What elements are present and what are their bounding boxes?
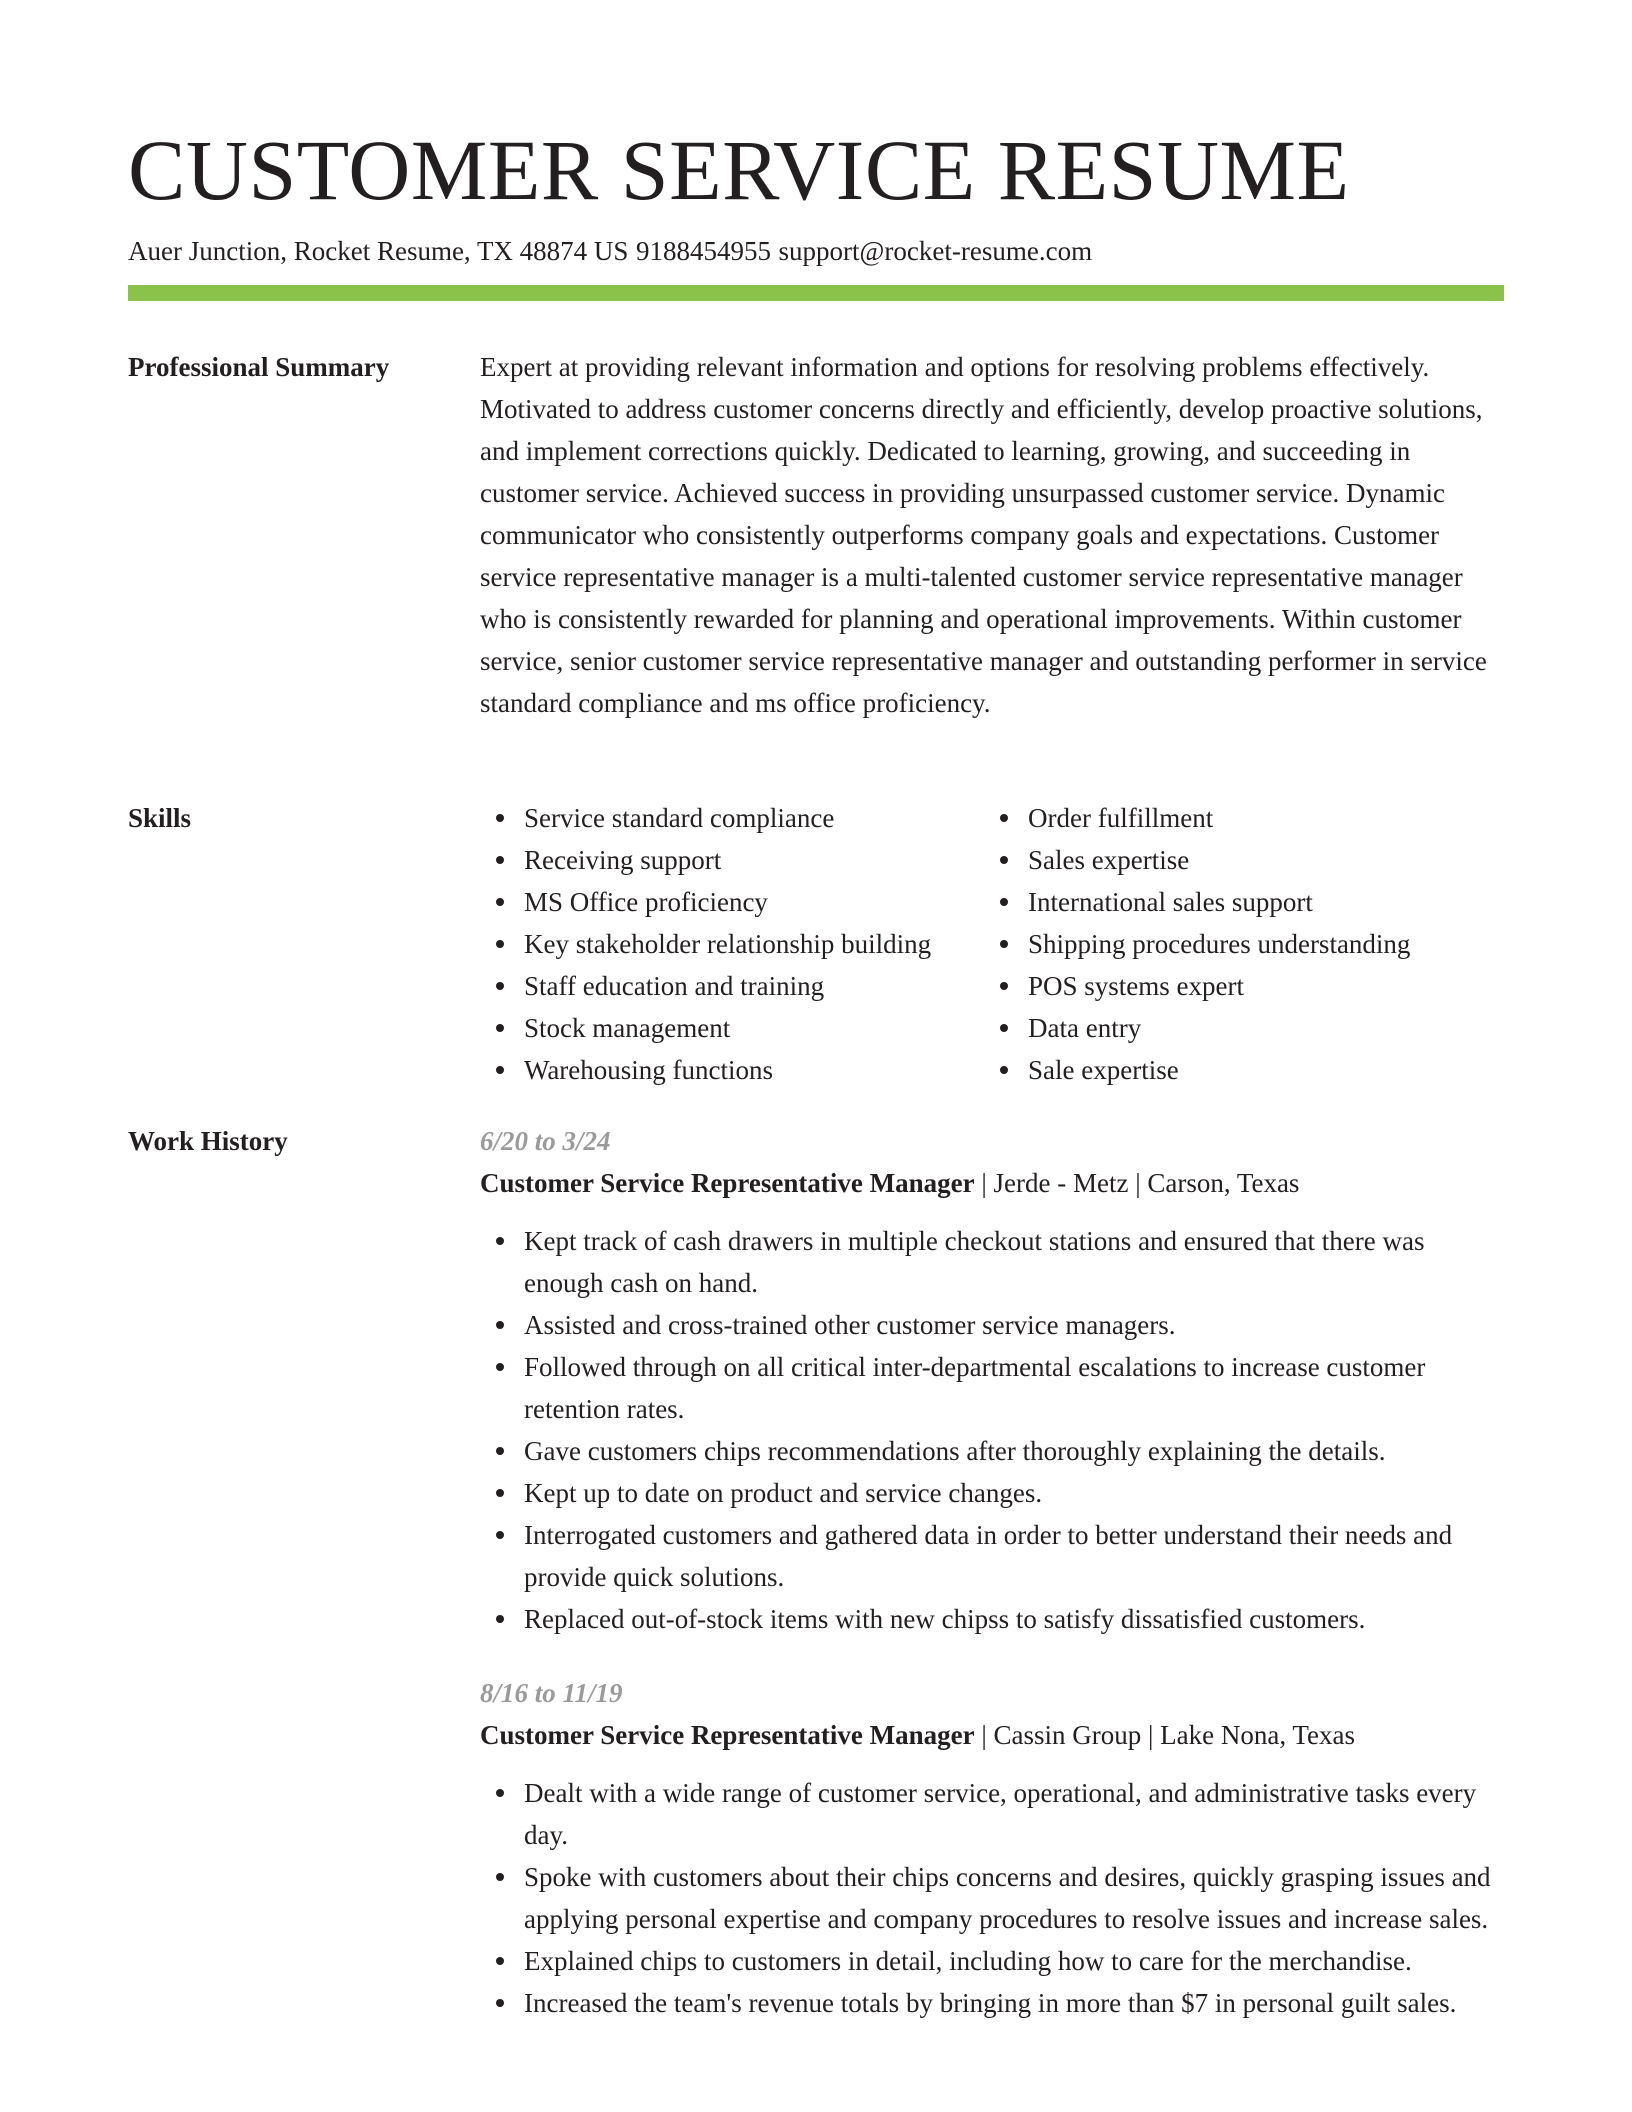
resume-title: CUSTOMER SERVICE RESUME [128, 122, 1350, 218]
resume-header [128, 118, 1504, 268]
skill-item: Key stakeholder relationship building [480, 923, 984, 965]
job-heading [480, 1162, 1504, 1204]
summary-body [480, 346, 1504, 724]
job-duty: Replaced out-of-stock items with new chipss to satisfy dissatisfied customers. [480, 1598, 1504, 1640]
job-entry [480, 1672, 1504, 2024]
summary-heading: Professional Summary [128, 352, 390, 382]
job-duty: Kept track of cash drawers in multiple checkout stations and ensured that there was enough cash on hand. [480, 1220, 1504, 1304]
job-duties-list [480, 1772, 1504, 2024]
skill-item: Warehousing functions [480, 1049, 984, 1091]
job-employer-location: | Cassin Group | Lake Nona, Texas [974, 1720, 1355, 1750]
skill-item: Staff education and training [480, 965, 984, 1007]
job-employer-location: | Jerde - Metz | Carson, Texas [974, 1168, 1300, 1198]
skill-item: Data entry [984, 1007, 1504, 1049]
job-duties-list [480, 1220, 1504, 1640]
job-entry [480, 1120, 1504, 1640]
contact-email: support@rocket-resume.com [778, 236, 1093, 266]
skill-item: Service standard compliance [480, 797, 984, 839]
skill-item: MS Office proficiency [480, 881, 984, 923]
job-duty: Explained chips to customers in detail, including how to care for the merchandise. [480, 1940, 1504, 1982]
job-duty: Gave customers chips recommendations after thoroughly explaining the details. [480, 1430, 1504, 1472]
skill-item: Receiving support [480, 839, 984, 881]
summary-text: Expert at providing relevant information and options for resolving problems effectively. Motivated to address customer concerns directly and efficiently, develop proactive solutions, and implement corrections quickly. Dedicated to learning, growing, and succeeding in customer service. Achieved success in providing unsurpassed customer service. Dynamic communicator who consistently outperforms company goals and expectations. Customer service representative manager is a multi-talented customer service representative manager who is consistently rewarded for planning and operational improvements. Within customer service, senior customer service representative manager and outstanding performer in service standard compliance and ms office proficiency. [480, 352, 1487, 718]
skills-list-right [984, 797, 1504, 1091]
skill-item: Stock management [480, 1007, 984, 1049]
skill-item: Order fulfillment [984, 797, 1504, 839]
job-title: Customer Service Representative Manager [480, 1720, 975, 1750]
job-duty: Spoke with customers about their chips concerns and desires, quickly grasping issues and applying personal expertise and company procedures to resolve issues and increase sales. [480, 1856, 1504, 1940]
job-duty: Increased the team's revenue totals by bringing in more than $7 in personal guilt sales. [480, 1982, 1504, 2024]
work-history-heading: Work History [128, 1126, 288, 1156]
job-dates: 8/16 to 11/19 [480, 1678, 623, 1708]
skills-body [480, 797, 1504, 1091]
job-dates: 6/20 to 3/24 [480, 1126, 611, 1156]
job-heading [480, 1714, 1504, 1756]
skill-item: Shipping procedures understanding [984, 923, 1504, 965]
work-history-body [480, 1120, 1504, 2024]
job-duty: Assisted and cross-trained other customer service managers. [480, 1304, 1504, 1346]
skills-heading: Skills [128, 803, 192, 833]
skills-list-left [480, 797, 984, 1091]
skill-item: Sale expertise [984, 1049, 1504, 1091]
job-title: Customer Service Representative Manager [480, 1168, 975, 1198]
contact-line [128, 234, 1504, 268]
contact-address: Auer Junction, Rocket Resume, TX 48874 US [128, 236, 629, 266]
contact-phone: 9188454955 [636, 236, 771, 266]
skills-columns [480, 797, 1504, 1091]
skill-item: POS systems expert [984, 965, 1504, 1007]
job-duty: Interrogated customers and gathered data in order to better understand their needs and provide quick solutions. [480, 1514, 1504, 1598]
accent-divider [128, 285, 1504, 301]
skill-item: International sales support [984, 881, 1504, 923]
job-duty: Kept up to date on product and service changes. [480, 1472, 1504, 1514]
job-duty: Followed through on all critical inter-departmental escalations to increase customer retention rates. [480, 1346, 1504, 1430]
skill-item: Sales expertise [984, 839, 1504, 881]
job-duty: Dealt with a wide range of customer service, operational, and administrative tasks every day. [480, 1772, 1504, 1856]
